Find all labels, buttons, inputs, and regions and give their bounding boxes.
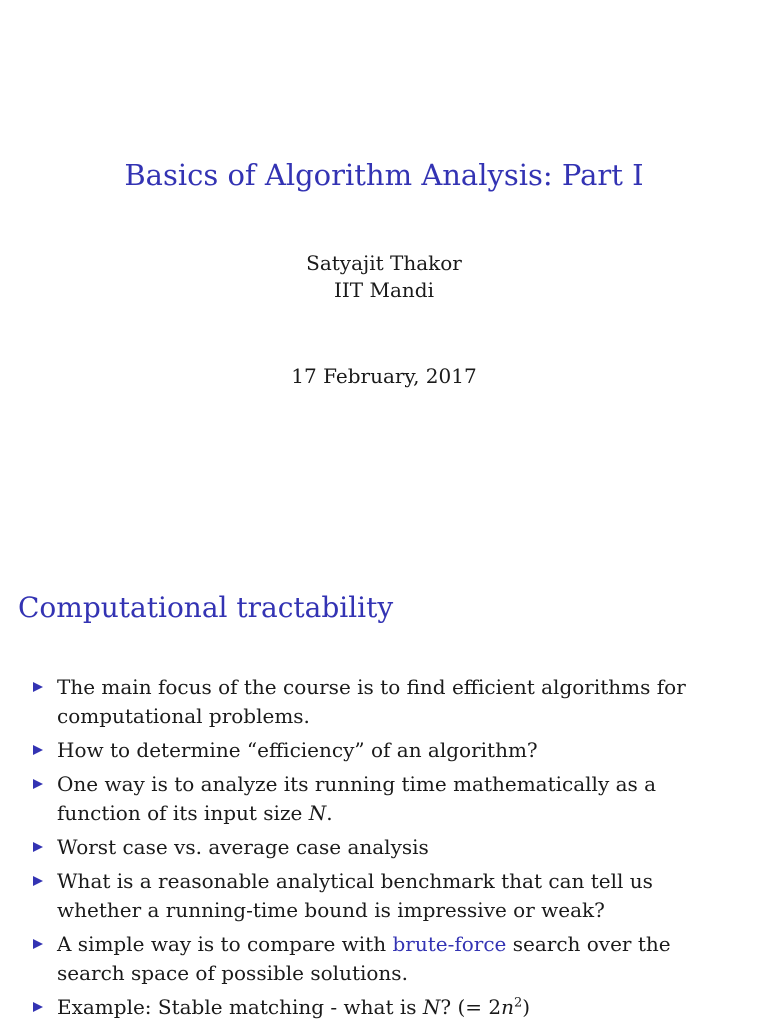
bullet-text: computational problems. bbox=[57, 704, 310, 728]
bullet-item bbox=[0, 833, 768, 862]
bullet-text: How to determine “efficiency” of an algorithm? bbox=[57, 738, 538, 762]
bullet-item bbox=[0, 673, 768, 731]
bullet-text: Worst case vs. average case analysis bbox=[57, 835, 429, 859]
math-exponent: 2 bbox=[513, 995, 523, 1011]
bullet-item bbox=[0, 736, 768, 765]
author-institute: IIT Mandi bbox=[334, 278, 434, 302]
author-block bbox=[0, 250, 768, 304]
triangle-bullet-icon bbox=[33, 779, 43, 789]
triangle-bullet-icon bbox=[33, 876, 43, 886]
triangle-bullet-icon bbox=[33, 939, 43, 949]
math-variable: N bbox=[308, 801, 327, 825]
bullet-item bbox=[0, 770, 768, 828]
bullet-text: search over the bbox=[506, 932, 671, 956]
math-variable: N bbox=[422, 995, 441, 1019]
math-variable: n bbox=[501, 995, 514, 1019]
bullet-text: ) bbox=[522, 995, 531, 1019]
bullet-item bbox=[0, 930, 768, 988]
bullet-text: The main focus of the course is to find efficient algorithms for bbox=[57, 675, 686, 699]
bullet-text: search space of possible solutions. bbox=[57, 961, 408, 985]
bullet-item bbox=[0, 867, 768, 925]
brute-force-link[interactable]: brute-force bbox=[392, 932, 507, 956]
bullet-text: ? (= 2 bbox=[440, 995, 502, 1019]
frame-title: Computational tractability bbox=[18, 591, 394, 624]
bullet-text: One way is to analyze its running time mathematically as a bbox=[57, 772, 657, 796]
bullet-text: What is a reasonable analytical benchmark that can tell us bbox=[57, 869, 653, 893]
content-slide bbox=[0, 575, 768, 1024]
presentation-date: 17 February, 2017 bbox=[291, 364, 477, 388]
triangle-bullet-icon bbox=[33, 682, 43, 692]
presentation-title: Basics of Algorithm Analysis: Part I bbox=[124, 158, 644, 192]
bullet-text: whether a running-time bound is impressive or weak? bbox=[57, 898, 605, 922]
triangle-bullet-icon bbox=[33, 1002, 43, 1012]
author-name: Satyajit Thakor bbox=[306, 251, 462, 275]
bullet-text: A simple way is to compare with bbox=[57, 932, 393, 956]
triangle-bullet-icon bbox=[33, 745, 43, 755]
bullet-text: function of its input size bbox=[57, 801, 309, 825]
bullet-text: Example: Stable matching - what is bbox=[57, 995, 423, 1019]
bullet-item bbox=[0, 993, 768, 1022]
bullet-text: . bbox=[326, 801, 333, 825]
bullet-list bbox=[0, 673, 768, 1027]
triangle-bullet-icon bbox=[33, 842, 43, 852]
